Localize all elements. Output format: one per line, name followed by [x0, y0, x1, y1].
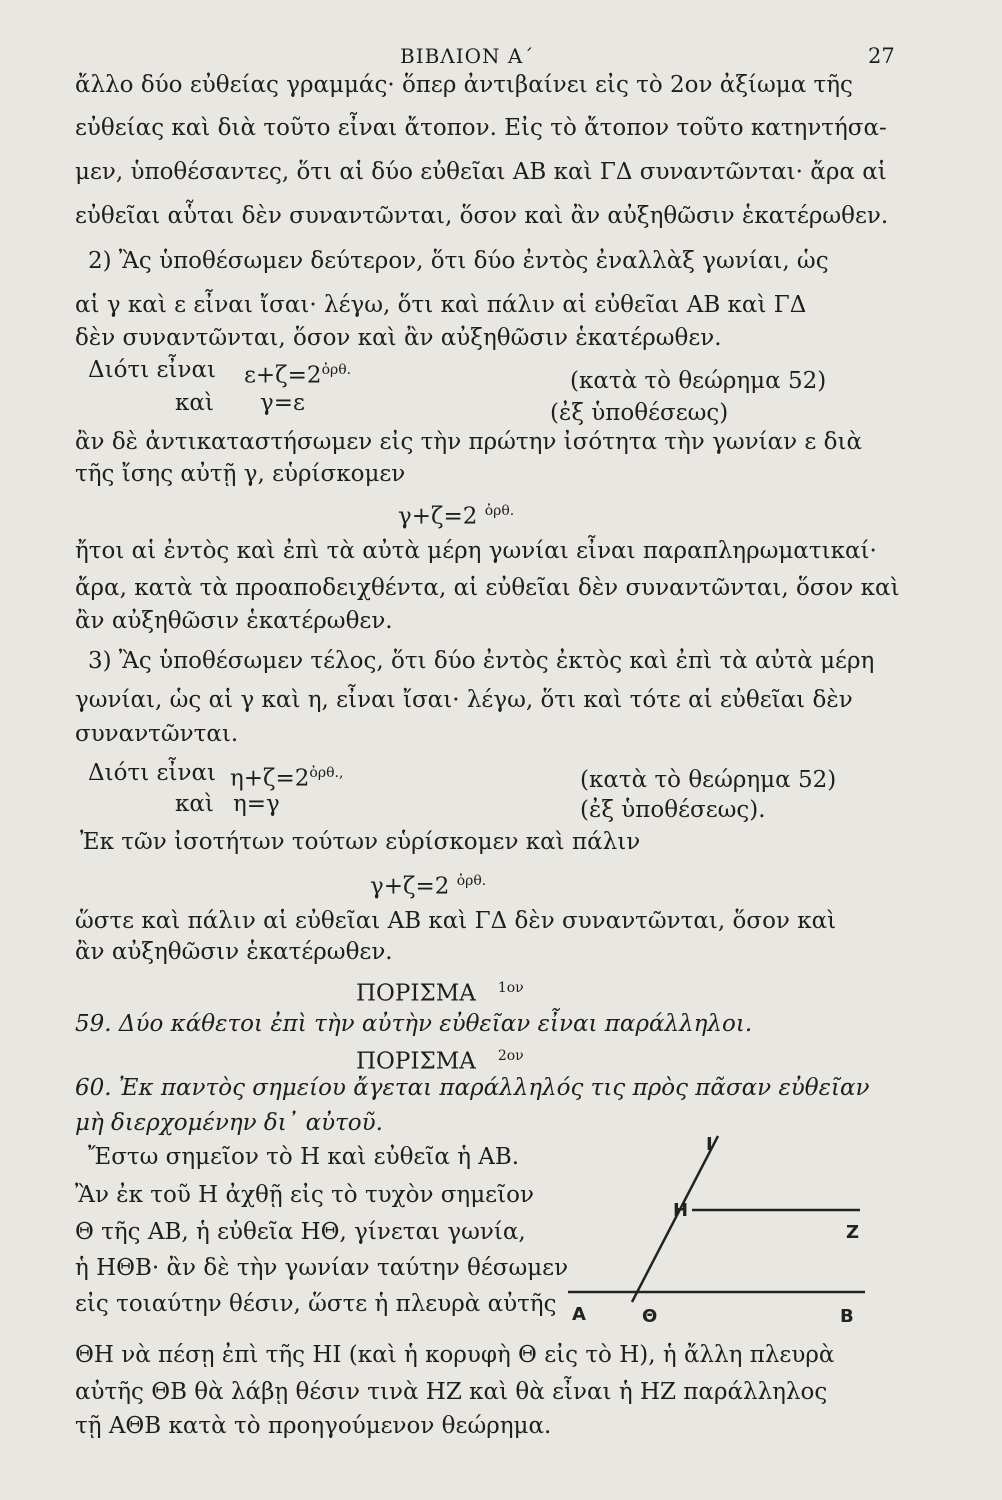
equation-prefix: Διότι εἶναι	[88, 357, 216, 383]
porisma-60-cont: μὴ διερχομένην δι᾽ αὐτοῦ.	[75, 1110, 383, 1136]
equation-prefix: καὶ	[175, 791, 214, 817]
label-B: B	[840, 1306, 854, 1327]
text-line: ΘΗ νὰ πέσῃ ἐπὶ τῆς ΗΙ (καὶ ἡ κορυφὴ Θ εἰς τὸ Η), ἡ ἄλλη πλευρὰ	[75, 1342, 835, 1368]
text-line: δὲν συναντῶνται, ὅσον καὶ ἂν αὐξηθῶσιν ἑκατέρωθεν.	[75, 325, 722, 351]
porisma-heading: ΠΟΡΙΣΜΑ $^{2o\nu}$	[356, 1048, 524, 1075]
porisma-60: 60. Ἐκ παντὸς σημείου ἄγεται παράλληλός τις πρὸς πᾶσαν εὐθεῖαν	[75, 1075, 870, 1101]
text-line: ὥστε καὶ πάλιν αἱ εὐθεῖαι ΑΒ καὶ ΓΔ δὲν συναντῶνται, ὅσον καὶ	[75, 908, 837, 934]
equation-prefix: καὶ	[175, 390, 214, 416]
equation-reason: (κατὰ τὸ θεώρημα 52)	[580, 767, 837, 793]
text-line: αἱ γ καὶ ε εἶναι ἴσαι· λέγω, ὅτι καὶ πάλιν αἱ εὐθεῖαι ΑΒ καὶ ΓΔ	[75, 292, 807, 318]
text-line: 2) Ἂς ὑποθέσωμεν δεύτερον, ὅτι δύο ἐντὸς ἐναλλὰξ γωνίαι, ὡς	[88, 248, 829, 274]
text-line: Ἔστω σημεῖον τὸ Η καὶ εὐθεῖα ἡ ΑΒ.	[88, 1144, 520, 1170]
text-line: εὐθεῖαι αὗται δὲν συναντῶνται, ὅσον καὶ ἂν αὐξηθῶσιν ἑκατέρωθεν.	[75, 203, 889, 229]
text-line: Ἂν ἐκ τοῦ Η ἀχθῇ εἰς τὸ τυχὸν σημεῖον	[75, 1182, 534, 1208]
label-I: I	[706, 1134, 713, 1155]
text-line: ἂν αὐξηθῶσιν ἑκατέρωθεν.	[75, 608, 393, 634]
equation: γ+ζ=2 $^{ὀ\rho\theta.}$	[398, 503, 515, 530]
text-line: εἰς τοιαύτην θέσιν, ὥστε ἡ πλευρὰ αὐτῆς	[75, 1291, 557, 1317]
text-line: αὐτῆς ΘΒ θὰ λάβῃ θέσιν τινὰ ΗΖ καὶ θὰ εἶναι ἡ ΗΖ παράλληλος	[75, 1379, 828, 1405]
text-line: τῆς ἴσης αὐτῇ γ, εὑρίσκομεν	[75, 461, 406, 487]
label-Theta: Θ	[642, 1306, 658, 1327]
equation: γ=ε	[260, 390, 305, 416]
label-H: H	[673, 1200, 689, 1221]
text-line: ἄρα, κατὰ τὰ προαποδειχθέντα, αἱ εὐθεῖαι δὲν συναντῶνται, ὅσον καὶ	[75, 575, 900, 601]
equation-prefix: Διότι εἶναι	[88, 760, 216, 786]
equation: γ+ζ=2 $^{ὀ\rho\theta.}$	[370, 873, 487, 900]
equation-reason: (ἐξ ὑποθέσεως)	[550, 400, 729, 426]
label-A: A	[572, 1304, 586, 1325]
text-line: μεν, ὑποθέσαντες, ὅτι αἱ δύο εὐθεῖαι ΑΒ καὶ ΓΔ συναντῶνται· ἄρα αἱ	[75, 159, 887, 185]
equation: $\varepsilon+\zeta=2^{ὀ\rho\theta.}$	[244, 362, 352, 389]
text-line: ἤτοι αἱ ἐντὸς καὶ ἐπὶ τὰ αὐτὰ μέρη γωνίαι εἶναι παραπληρωματικαί·	[75, 538, 877, 564]
parallel-lines-figure	[560, 1132, 890, 1342]
equation: η=γ	[233, 791, 280, 817]
page-number: 27	[868, 44, 895, 68]
text-line: τῇ ΑΘΒ κατὰ τὸ προηγούμενον θεώρημα.	[75, 1413, 552, 1439]
text-line: ἂν αὐξηθῶσιν ἑκατέρωθεν.	[75, 939, 393, 965]
equation-reason: (κατὰ τὸ θεώρημα 52)	[570, 368, 827, 394]
text-line: γωνίαι, ὡς αἱ γ καὶ η, εἶναι ἴσαι· λέγω, ὅτι καὶ τότε αἱ εὐθεῖαι δὲν	[75, 687, 853, 713]
text-line: εὐθείας καὶ διὰ τοῦτο εἶναι ἄτοπον. Εἰς τὸ ἄτοπον τοῦτο κατηντήσα-	[75, 115, 887, 141]
text-line: 3) Ἂς ὑποθέσωμεν τέλος, ὅτι δύο ἐντὸς ἐκτὸς καὶ ἐπὶ τὰ αὐτὰ μέρη	[88, 648, 875, 674]
equation: $\eta+\zeta=2^{ὀ\rho\theta.,}$	[230, 765, 344, 792]
running-header: ΒΙΒΛΙΟΝ Α΄	[400, 44, 535, 68]
text-line: Θ τῆς ΑΒ, ἡ εὐθεῖα ΗΘ, γίνεται γωνία,	[75, 1219, 526, 1245]
text-line: ἡ ΗΘΒ· ἂν δὲ τὴν γωνίαν ταύτην θέσωμεν	[75, 1255, 569, 1281]
text-line: ἂν δὲ ἀντικαταστήσωμεν εἰς τὴν πρώτην ἰσότητα τὴν γωνίαν ε διὰ	[75, 429, 863, 455]
text-line: Ἐκ τῶν ἰσοτήτων τούτων εὑρίσκομεν καὶ πάλιν	[80, 829, 641, 855]
equation-reason: (ἐξ ὑποθέσεως).	[580, 797, 766, 823]
text-line: συναντῶνται.	[75, 721, 239, 747]
porisma-heading: ΠΟΡΙΣΜΑ $^{1o\nu}$	[356, 980, 524, 1007]
text-line: ἄλλο δύο εὐθείας γραμμάς· ὅπερ ἀντιβαίνει εἰς τὸ 2ον ἀξίωμα τῆς	[75, 72, 853, 98]
porisma-59: 59. Δύο κάθετοι ἐπὶ τὴν αὐτὴν εὐθεῖαν εἶναι παράλληλοι.	[75, 1011, 753, 1037]
label-Z: Z	[846, 1222, 860, 1243]
